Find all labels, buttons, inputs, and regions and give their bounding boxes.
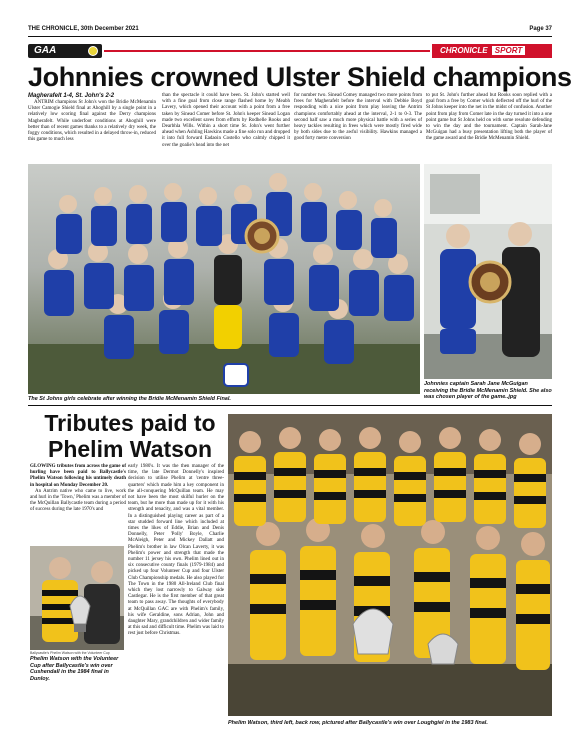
sliotar-icon [88, 46, 98, 56]
masthead-date: THE CHRONICLE, 30th December 2021 [28, 26, 139, 32]
article2-lead: GLOWING tributes from across the game of hurling have been paid to Ballycastle's Phelim Watson following his untimely death in hospital on Monday December 20. [30, 464, 126, 488]
article1-col2: than the spectacle it could have been. St. John's started well with a fine goal from close range flashed home by Meabh Lavery, which opened their account with a point from a free taken by Sinead Comer before St. John's keeper Sinead Logan made two excellent saves from efforts by Rodhelle Rooks and Dearbhla Wills. Within a short time St. John's went further ahead when Ashling Hawkins made a fine solo run and dropped it into full forward Eadaoin Costello who calmly chipped it over the goalie's head into the net [162, 93, 290, 148]
team-celebration-photo [28, 164, 420, 394]
volunteer-cup-caption: Phelim Watson with the Volunteer Cup after Ballycastle's win over Cushendall in the 1984 final in Dunloy. [30, 656, 119, 682]
team-1983-illustration [228, 414, 552, 716]
section-rule [104, 50, 430, 52]
volunteer-cup-illustration [30, 546, 124, 650]
page-number: Page 37 [529, 26, 552, 32]
article2-col1 [30, 464, 126, 513]
article2-col2: early 1980's. It was the then manager of the time, the late Dermot Donnelly's inspired decision to utilise Phelim at 'centre three-quarters' which made him a key component in the all-conquering McQuillan team. He may not have been the most skilful hurler on the team, but he more than made up for it with his strength and tenacity, and was a vital member. In a distinguished playing career as part of a star studded forward line which included at times the likes of Eddie, Brian and Denis Donnelly, Peter 'Polly' Boyle, Charlie McAleigh, Peter and Mickey Dallatt and Phelim's brother in law Olcan Laverty, it was Phelim's power and strength that made the number 11 jersey his own. Phelim lined out in six consecutive county finals (1979-1984) and picked up four Volunteer Cup and four Ulster Club Championship medals. He also played for The Town in the 1980 All-Ireland Club final which they lost narrowly to Galway side Castlegar. He is the first member of that great team to pass away. The thoughts of everybody at McQuillan GAC are with Phelim's family, his wife Geraldine, sons Adrian, John and daughter Mary, grandchildren and wider family at this sad and difficult time. Phelim was laid to rest just before Christmas. [128, 464, 224, 637]
sport-label: SPORT [492, 46, 525, 55]
captain-shield-photo [424, 164, 552, 379]
volunteer-cup-photo [30, 546, 124, 650]
team-photo-caption: The St Johns girls celebrate after winning the Bridie McMenamin Shield Final. [28, 396, 231, 402]
captain-photo-caption: Johnnies captain Sarah Jane McGuigan receiving the Bridie McMenamin Shield. She also was chosen player of the game..jpg [424, 381, 552, 400]
chronicle-sport-banner [432, 44, 552, 58]
article1-col4: to put St. John's further ahead but Rooks soon replied with a goal from a free by Comer which deflected off the hurl of the St Johns keeper into the net in the midst of confusion. Another point from play from Comer late in the day turned it into a one point game but St Johns held on with some resolute defending to win the day and the tournament. Captain Sarah-Jane McGuigan had a busy presentation lifting both the player of the game award and the Bridie McMenamin Shield. [426, 93, 552, 142]
volunteer-cup-photo-credit: Ballycastle's Phelim Watson with the Volunteer Cup [30, 651, 110, 655]
headline-ulster-shield: Johnnies crowned Ulster Shield champions [28, 62, 572, 92]
headline-phelim-watson: Tributes paid to Phelim Watson [44, 410, 216, 462]
gaa-section-banner [28, 44, 102, 58]
article1-col1: ANTRIM champions St John's won the Bridie McMenamin Ulster Camogie Shield final at Ahoghill by a single point in a relatively low scoring final against the Derry champions Magherafelt. While underfoot conditions at Ahoghill were better than of recent games thanks to a relatively dry week, the foggy conditions, which resulted in a delayed throw-in, reduced this game to much less [28, 100, 156, 143]
masthead [28, 26, 552, 36]
article1-col3: for number two. Sinead Comey managed two more points from frees for Magherafelt before the interval with Debbie Boyd responding with a nice point from play leaving the Antrim champions comfortably ahead at the interval, 2-1 to 0-3. The second half saw a much more physical battle with a series of heavy tackles resulting in frees which were mostly fired wide by both sides due to the awful visibility. Hawkins managed a good forty metre conversion [294, 93, 422, 142]
score-subhead: Magherafelt 1-4, St. John's 2-2 [28, 93, 115, 99]
chronicle-label: CHRONICLE [440, 46, 488, 55]
gaa-label: GAA [34, 45, 57, 56]
article-divider [28, 405, 552, 406]
team-photo-illustration [28, 164, 420, 394]
captain-photo-illustration [424, 164, 552, 379]
team-1983-photo [228, 414, 552, 716]
article2-col1-text: An Antrim native who came to live, work and hurl in the 'Town,' Phelim was a member of the McQuillan Ballycastle team during a period of success during the late 1970's and [30, 488, 126, 513]
team-1983-caption: Phelim Watson, third left, back row, pictured after Ballycastle's win over Loughgiel in the 1983 final. [228, 720, 488, 726]
masthead-rule [28, 36, 552, 37]
